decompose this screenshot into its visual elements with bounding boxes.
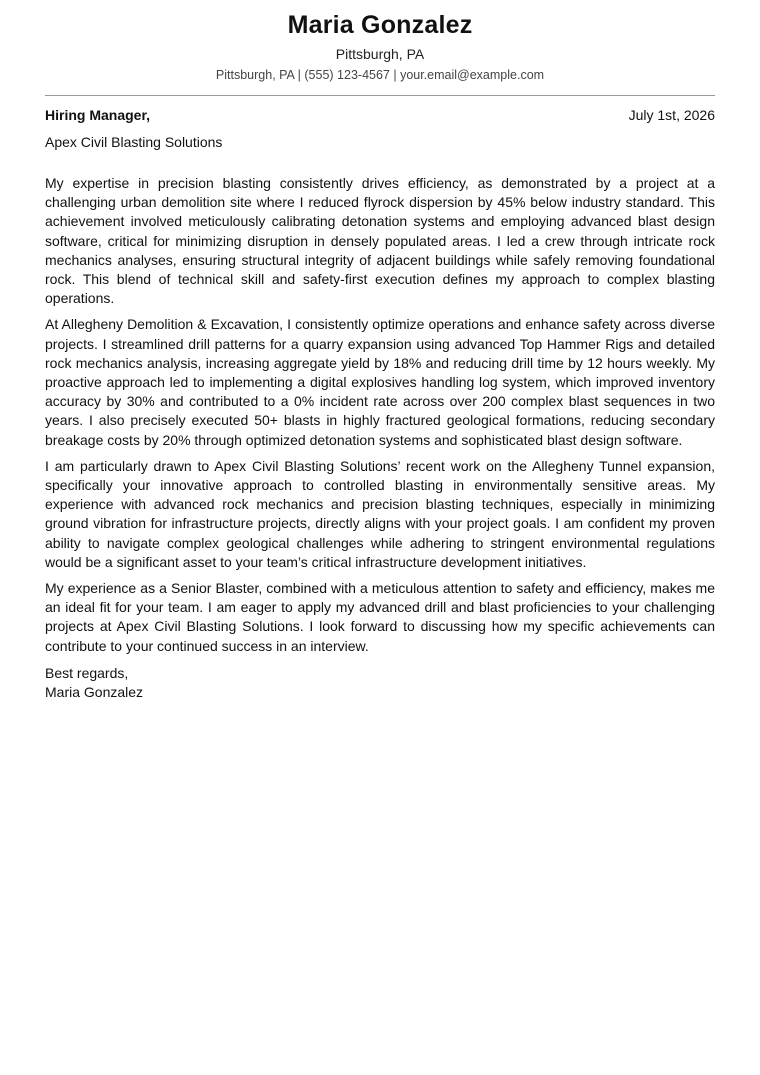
recipient-company: Apex Civil Blasting Solutions [45, 134, 223, 150]
letter-date: July 1st, 2026 [628, 107, 715, 123]
recipient-salutation: Hiring Manager, [45, 107, 151, 123]
letter-body [45, 174, 715, 656]
body-paragraph-2: At Allegheny Demolition & Excavation, I consistently optimize operations and enhance safety across diverse projects. I streamlined drill patterns for a quarry expansion using advanced Top Hammer Rigs and detailed rock mechanics analysis, increasing aggregate yield by 18% and reducing drill time by 12 hours weekly. My proactive approach led to implementing a digital explosives handling log system, which improved inventory accuracy by 30% and contributed to a 0% incident rate across over 200 complex blast sequences in two years. I also precisely executed 50+ blasts in highly fractured geological formations, reducing secondary breakage costs by 20% through optimized detonation systems and sophisticated blast design software. [45, 316, 715, 448]
header-divider [45, 95, 715, 96]
applicant-name: Maria Gonzalez [287, 11, 473, 39]
body-paragraph-1: My expertise in precision blasting consistently drives efficiency, as demonstrated by a project at a challenging urban demolition site where I reduced flyrock dispersion by 45% below industry standard. This achievement involved meticulously calibrating detonation systems and employing advanced blast design software, critical for minimizing disruption in densely populated areas. I led a crew through intricate rock mechanics analyses, ensuring structural integrity of adjacent buildings while safely removing foundational rock. This blend of technical skill and safety-first execution defines my approach to complex blasting operations. [45, 175, 715, 307]
recipient-date-row [45, 106, 715, 124]
signature-name: Maria Gonzalez [45, 684, 144, 701]
applicant-contact-line: Pittsburgh, PA | (555) 123-4567 | your.email@example.com [215, 68, 545, 82]
body-paragraph-4: My experience as a Senior Blaster, combined with a meticulous attention to safety and efficiency, makes me an ideal fit for your team. I am eager to apply my advanced drill and blast proficiencies to your challenging projects at Apex Civil Blasting Solutions. I look forward to discussing how my specific achievements can contribute to your continued success in an interview. [45, 580, 715, 654]
applicant-location: Pittsburgh, PA [335, 46, 425, 62]
body-paragraph-3: I am particularly drawn to Apex Civil Blasting Solutions’ recent work on the Allegheny Tunnel expansion, specifically your innovative approach to controlled blasting in environmentally sensitive areas. My experience with advanced rock mechanics and precision blasting techniques, especially in minimizing ground vibration for infrastructure projects, directly aligns with your project goals. I am confident my proven ability to navigate complex geological challenges while adhering to stringent environmental regulations would be a significant asset to your team’s critical infrastructure development initiatives. [45, 457, 715, 570]
letter-closing-block [45, 664, 715, 702]
closing-phrase: Best regards, [45, 664, 129, 681]
